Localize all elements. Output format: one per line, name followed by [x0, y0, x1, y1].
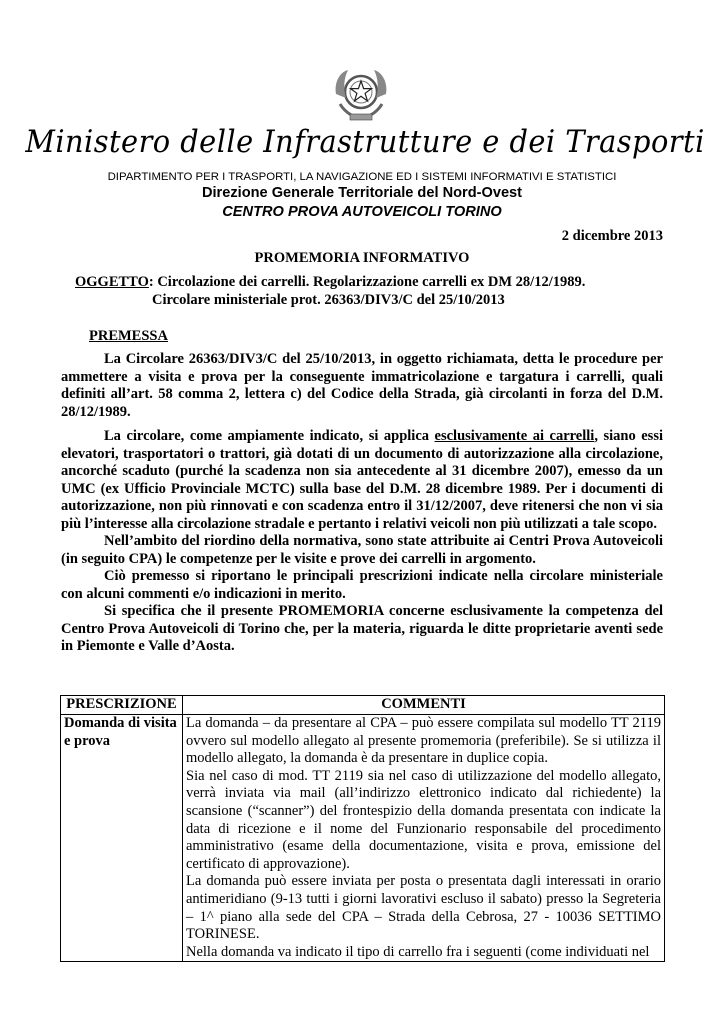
ministry-title: Ministero delle Infrastrutture e dei Trasporti — [25, 124, 705, 160]
paragraph-2-text-a: La circolare, come ampiamente indicato, si applica — [104, 428, 435, 444]
direzione-line: Direzione Generale Territoriale del Nord-Ovest — [201, 185, 523, 201]
table-row — [61, 715, 665, 962]
premessa-paragraph-4: Ciò premesso si riportano le principali prescrizioni indicate nella circolare ministeriale con alcuni commenti e/o indicazioni in merito. — [61, 568, 663, 602]
premessa-paragraph-3: Nell’ambito del riordino della normativa, sono state attribuite ai Centri Prova Autoveicoli (in seguito CPA) le competenze per le visite e prove dei carrelli in argomento. — [61, 533, 663, 567]
comment-paragraph: Nella domanda va indicato il tipo di carrello fra i seguenti (come individuati nel — [186, 943, 650, 960]
premessa-heading: PREMESSA — [89, 328, 168, 344]
paragraph-2-text-b: , siano essi elevatori, trasportatori o trattori, già dotati di un documento di autorizzazione alla circolazione, ancorché scaduto (purché la scadenza non sia antecedente al 31 dicembre 2007), emesso da un UMC (ex Ufficio Provinciale MCTC) sulla base del D.M. 28 dicembre 1989. Per i documenti di autorizzazione, non più rinnovati e con scadenza entro il 31/12/2007, deve ritenersi che non vi sia più l’interesse alla circolazione stradale e pertanto i relativi veicoli non più utilizzati a tale scopo. — [61, 428, 663, 532]
subject-label: OGGETTO — [75, 274, 149, 290]
republic-emblem-icon — [330, 64, 392, 124]
centro-line: CENTRO PROVA AUTOVEICOLI TORINO — [222, 204, 502, 220]
document-title: PROMEMORIA INFORMATIVO — [254, 250, 470, 266]
premessa-paragraph-1: La Circolare 26363/DIV3/C del 25/10/2013, in oggetto richiamata, detta le procedure per ammettere a visita e prova per la conseguente immatricolazione e targatura i carrelli, quali definiti all’art. 58 comma 2, lettera c) del Codice della Strada, già circolanti in forza del D.M. 28/12/1989. — [61, 351, 663, 420]
table-header-row — [61, 696, 665, 715]
subject-line-2: Circolare ministeriale prot. 26363/DIV3/C del 25/10/2013 — [152, 292, 505, 308]
prescription-cell: Domanda di visita e prova — [61, 715, 183, 962]
comment-paragraph: Sia nel caso di mod. TT 2119 sia nel caso di utilizzazione del modello allegato, verrà inviata via mail (all’indirizzo elettronico indicato dal richiedente) la scansione (“scanner”) del frontespizio della domanda presentata con indicate la data di ricezione e il nome del Funzionario responsabile del procedimento amministrativo (esame della documentazione, visita e prova, emissione del certificato di approvazione). — [186, 767, 661, 872]
subject-line-1: : Circolazione dei carrelli. Regolarizzazione carrelli ex DM 28/12/1989. — [148, 274, 586, 290]
paragraph-2-underlined: esclusivamente ai carrelli — [434, 428, 595, 444]
document-date: 2 dicembre 2013 — [561, 228, 663, 244]
subject-block — [75, 273, 585, 309]
comment-cell — [183, 715, 665, 962]
premessa-paragraph-5: Si specifica che il presente PROMEMORIA concerne esclusivamente la competenza del Centro Prova Autoveicoli di Torino che, per la materia, riguarda le ditte proprietarie aventi sede in Piemonte e Valle d’Aosta. — [61, 603, 663, 654]
header-prescrizione: PRESCRIZIONE — [61, 696, 183, 715]
premessa-paragraph-2 — [61, 428, 663, 533]
comment-paragraph: La domanda può essere inviata per posta o presentata dagli interessati in orario antimeridiano (9-13 tutti i giorni lavorativi escluso il sabato) presso la Segreteria – 1^ piano alla sede del CPA – Strada della Cebrosa, 27 - 10036 SETTIMO TORINESE. — [186, 873, 661, 943]
prescriptions-table — [60, 695, 665, 962]
department-line: DIPARTIMENTO PER I TRASPORTI, LA NAVIGAZIONE ED I SISTEMI INFORMATIVI E STATISTICI — [107, 171, 617, 183]
premessa-body — [61, 351, 663, 656]
comment-paragraph: La domanda – da presentare al CPA – può essere compilata sul modello TT 2119 ovvero sul modello allegato al presente promemoria (preferibile). Se si utilizza il modello allegato, la domanda è da presentare in duplice copia. — [186, 715, 661, 767]
header-commenti: COMMENTI — [183, 696, 665, 715]
